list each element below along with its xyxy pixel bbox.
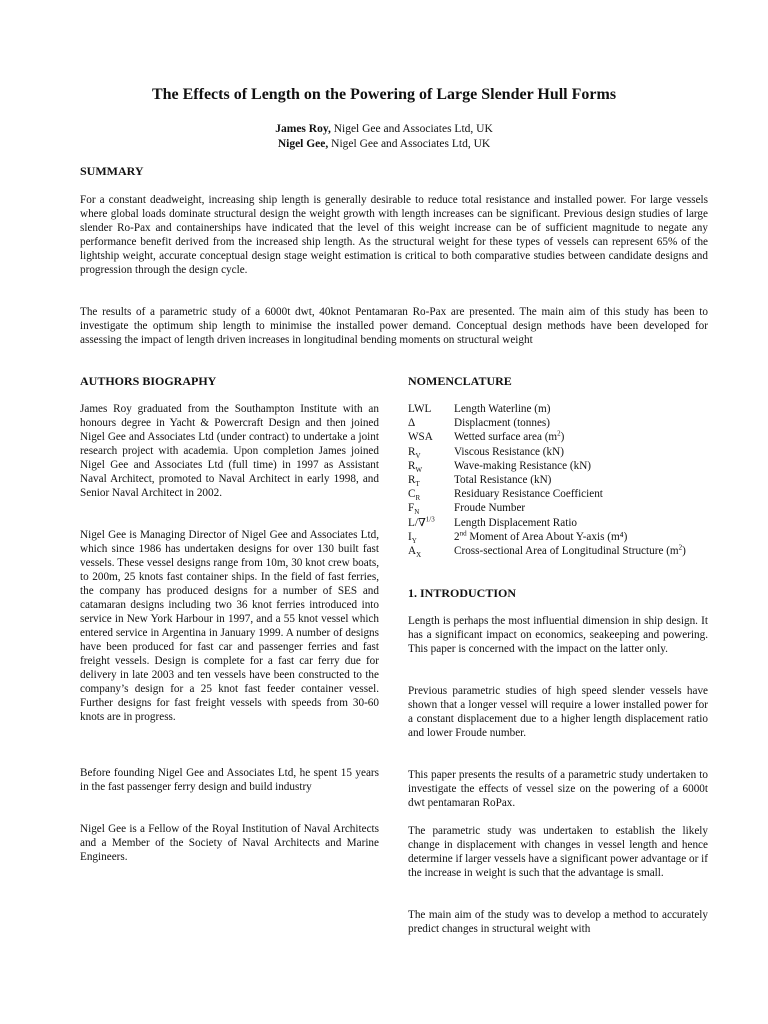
nomenclature-item <box>408 473 710 487</box>
introduction-paragraph: This paper presents the results of a parametric study undertaken to investigate the effects of vessel size on the powering of a 6000t dwt pentamaran RoPax. <box>408 769 708 809</box>
symbol: $F_N$ <box>408 502 420 517</box>
definition: Froude Number <box>454 502 526 515</box>
author-affiliation: Nigel Gee and Associates Ltd, UK <box>328 138 491 150</box>
nomenclature-list <box>408 402 710 558</box>
nomenclature-item <box>408 402 710 416</box>
symbol: WSA <box>408 431 433 444</box>
symbol: $I_Y$ <box>408 530 417 546</box>
author-line <box>0 122 768 137</box>
biography-heading: AUTHORS BIOGRAPHY <box>80 374 217 388</box>
paper-title: The Effects of Length on the Powering of Large Slender Hull Forms <box>151 86 617 103</box>
nomenclature-item <box>408 530 710 544</box>
author-list <box>0 122 768 152</box>
introduction-paragraph: Previous parametric studies of high speed slender vessels have shown that a longer vessel will require a lower installed power for a constant displacement due to a higher length displacement ratio and lower Froude number. <box>408 685 708 739</box>
biography-paragraph: Nigel Gee is Managing Director of Nigel Gee and Associates Ltd, which since 1986 has undertaken designs for over 130 built fast vessels. These vessel designs range from 10m, 30 knot crew boats, to 200m, 25 knots fast container ships. In the field of fast ferries, the company has produced designs for a number of SES and catamaran designs including two 36 knot ferries introduced into service in New York Harbour in 1997, and a 55 knot vessel which entered service in Argentina in January 1999. A number of designs have been produced for fast car and passenger ferries and fast freight vessels. Design is complete for a fast car ferry due for delivery in late 2003 and ten vessels have been constructed to the company’s design for a 25 knot fast feeder container vessel. Further designs for fast freight vessels with speeds from 30-60 knots are in progress. <box>80 529 379 723</box>
symbol: $C_R$ <box>408 488 421 503</box>
introduction-paragraph: Length is perhaps the most influential dimension in ship design. It has a significant impact on economics, seakeeping and powering. This paper is concerned with the impact on the latter only. <box>408 615 708 655</box>
nomenclature-item <box>408 416 710 430</box>
symbol: L/∇$^{1/3}$ <box>408 514 435 529</box>
biography-paragraph: Nigel Gee is a Fellow of the Royal Institution of Naval Architects and a Member of the Society of Naval Architects and Marine Engineers. <box>80 823 379 863</box>
definition: Cross-sectional Area of Longitudinal Structure $(m^2)$ <box>454 543 686 558</box>
author-line <box>0 137 768 152</box>
symbol: LWL <box>408 403 432 415</box>
introduction-heading: 1. INTRODUCTION <box>408 586 517 600</box>
nomenclature-item <box>408 544 710 558</box>
biography-paragraph: Before founding Nigel Gee and Associates Ltd, he spent 15 years in the fast passenger ferry design and build industry <box>80 767 379 793</box>
author-name: James Roy, <box>275 123 331 135</box>
definition: Residuary Resistance Coefficient <box>454 488 603 501</box>
introduction-paragraph: The parametric study was undertaken to establish the likely change in displacement with changes in vessel length and hence determine if larger vessels have a significant power advantage or if the increase in weight is such that the advantage is small. <box>408 825 708 879</box>
nomenclature-heading: NOMENCLATURE <box>408 374 512 388</box>
symbol: $R_T$ <box>408 474 420 489</box>
symbol: Δ <box>408 417 416 430</box>
biography-paragraph: James Roy graduated from the Southampton Institute with an honours degree in Yacht & Powercraft Design and then joined Nigel Gee and Associates Ltd (under contract) to undertake a joint research project with academia. Upon completion James joined Nigel Gee and Associates Ltd (full time) in 1997 as Assistant Naval Architect, promoted to Naval Architect in early 1998, and Senior Naval Architect in 2002. <box>80 403 379 499</box>
nomenclature-item <box>408 445 710 459</box>
summary-paragraph: The results of a parametric study of a 6000t dwt, 40knot Pentamaran Ro-Pax are presented. The main aim of this study has been to investigate the optimum ship length to minimise the installed power demand. Conceptual design methods have been developed for assessing the impact of length driven increases in longitudinal bending moments on structural weight <box>80 306 708 346</box>
nomenclature-item <box>408 516 710 530</box>
definition: Displacment (tonnes) <box>454 417 551 430</box>
summary-paragraph: For a constant deadweight, increasing ship length is generally desirable to reduce total resistance and installed power. For large vessels where global loads dominate structural design the weight growth with length increases can be significant. Previous design studies of large slender Ro-Pax and containerships have indicated that the level of this weight increase can be of sufficient magnitude to negate any performance benefit derived from the increased ship length. As the structural weight for these types of vessels can represent 65% of the lightship weight, accurate conceptual design stage weight estimation is critical to both comparative studies between candidate designs and progression through the design cycle. <box>80 194 708 276</box>
definition: Length Displacement Ratio <box>454 516 578 529</box>
symbol: $R_W$ <box>408 459 423 475</box>
nomenclature-item <box>408 459 710 473</box>
nomenclature-item <box>408 430 710 444</box>
nomenclature-item <box>408 501 710 515</box>
definition: Viscous Resistance (kN) <box>454 445 564 458</box>
definition: Length Waterline (m) <box>454 403 551 415</box>
definition: 2nd Moment of Area About Y-axis (m⁴) <box>454 529 628 543</box>
definition: Wave-making Resistance (kN) <box>454 459 592 472</box>
definition: Wetted surface area $(m^2)$ <box>454 429 565 444</box>
author-name: Nigel Gee, <box>277 138 329 150</box>
nomenclature-item <box>408 487 710 501</box>
symbol: $R_V$ <box>408 445 421 460</box>
definition: Total Resistance (kN) <box>454 474 552 487</box>
introduction-paragraph: The main aim of the study was to develop a method to accurately predict changes in structural weight with <box>408 909 708 935</box>
author-affiliation: Nigel Gee and Associates Ltd, UK <box>330 123 493 135</box>
symbol: $A_X$ <box>408 545 422 560</box>
summary-heading: SUMMARY <box>80 164 144 178</box>
